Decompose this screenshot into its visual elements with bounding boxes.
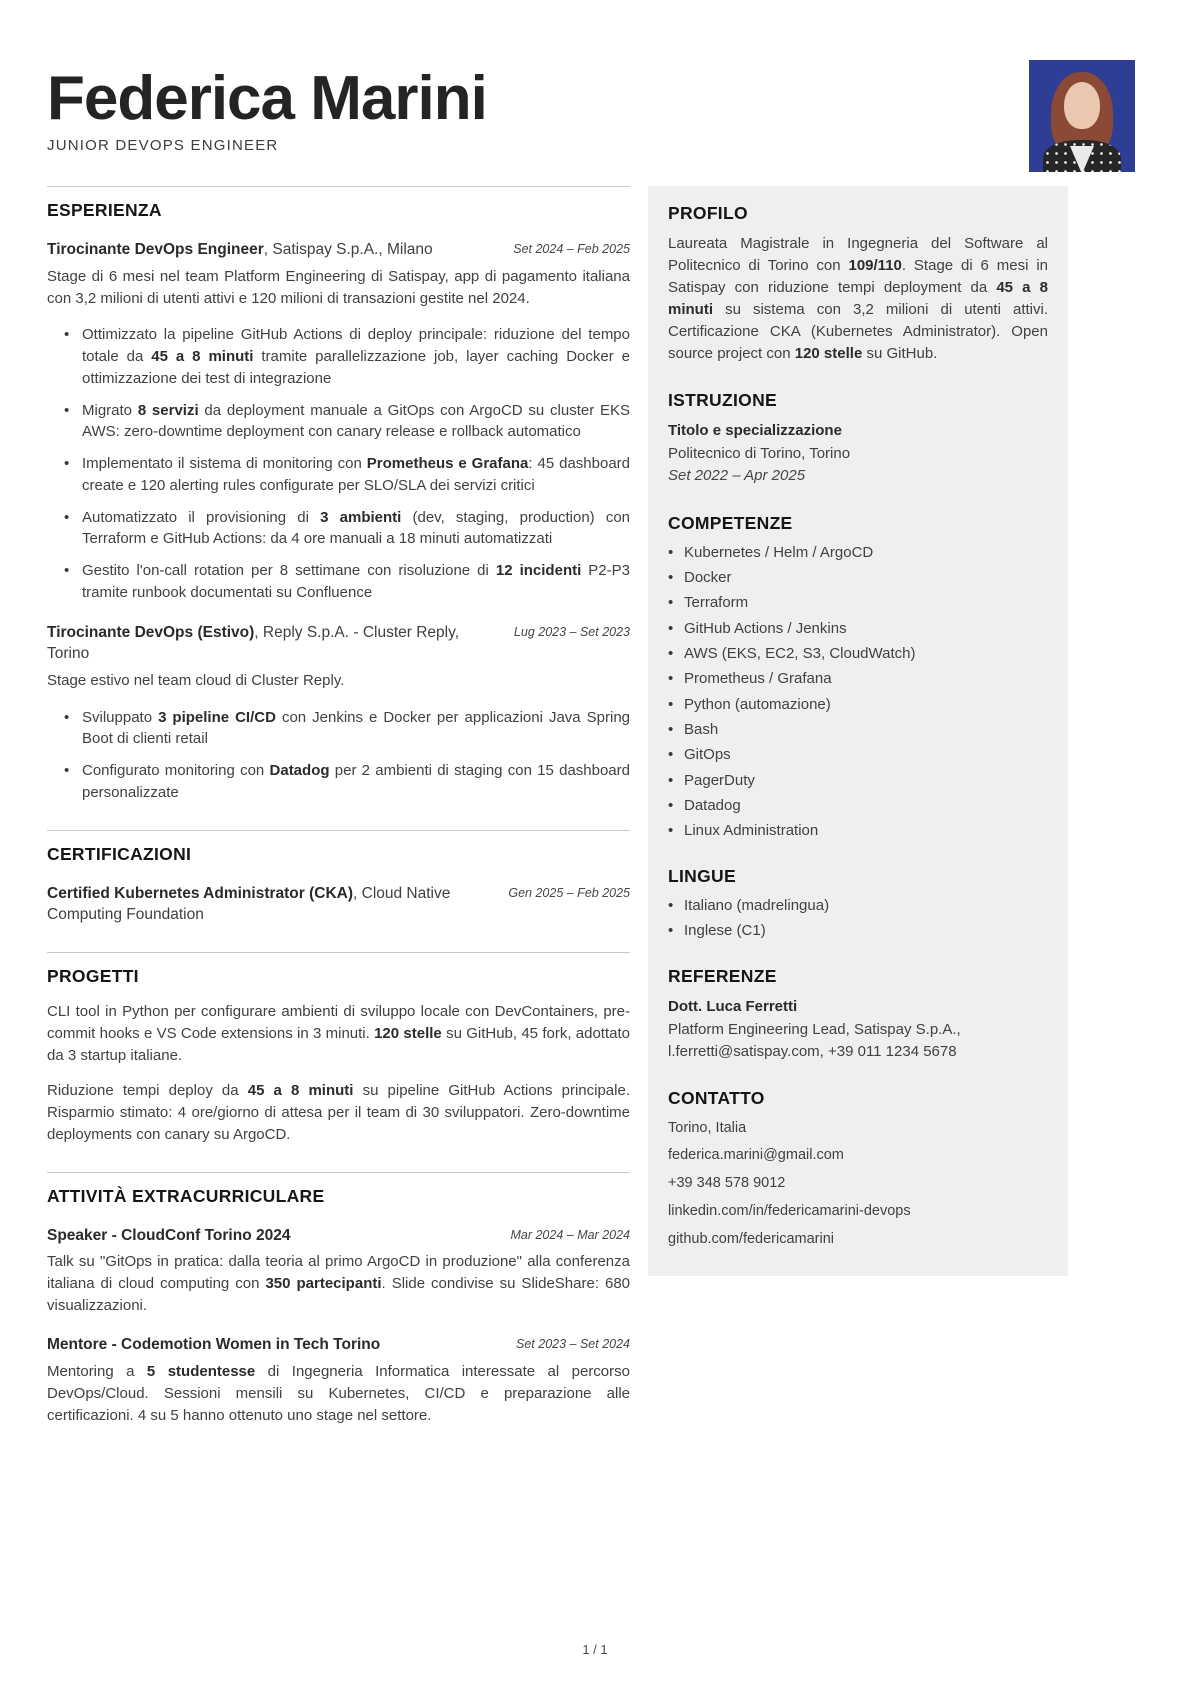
bullet-item: • Implementato il sistema di monitoring con Prometheus e Grafana: 45 dashboard create e 120 alerting rules configurate per SLO/SLA dei servizi critici <box>63 453 630 497</box>
skill-item: • Prometheus / Grafana <box>668 669 1048 689</box>
certification-org: , Cloud Native Computing Foundation <box>47 884 451 924</box>
bullet-item: • Configurato monitoring con Datadog per 2 ambienti di staging con 15 dashboard personalizzate <box>63 760 630 804</box>
project-paragraph: Riduzione tempi deploy da 45 a 8 minuti su pipeline GitHub Actions principale. Risparmio stimato: 4 ore/giorno di attesa per il team di 30 sviluppatori. Zero-downtime deployments con canary su ArgoCD. <box>47 1082 630 1143</box>
languages-heading: LINGUE <box>668 865 736 886</box>
activity-text: Mentoring a 5 studentesse di Ingegneria Informatica interessate al percorso DevOps/Cloud. Sessioni mensili su Kubernetes, CI/CD e preparazione alle certificazioni. 4 su 5 hanno ottenuto uno stage nel settore. <box>47 1363 630 1424</box>
job-summary: Stage di 6 mesi nel team Platform Engineering di Satispay, app di pagamento italiana con 3,2 milioni di utenti attivi e 120 milioni di transazioni gestite nel 2024. <box>47 267 630 307</box>
person-job-title: JUNIOR DEVOPS ENGINEER <box>47 137 279 155</box>
skill-item: • GitOps <box>668 745 1048 765</box>
skills-list <box>668 543 1048 841</box>
skill-item: • Kubernetes / Helm / ArgoCD <box>668 543 1048 563</box>
project-paragraphs <box>47 1001 630 1146</box>
content-columns <box>0 186 1190 1426</box>
job-org: , Reply S.p.A. - Cluster Reply, Torino <box>47 623 460 663</box>
activity-dates: Mar 2024 – Mar 2024 <box>510 1227 630 1242</box>
job-list <box>47 239 630 804</box>
contact-line: federica.marini@gmail.com <box>668 1147 844 1164</box>
contact-list <box>668 1118 1048 1251</box>
skill-item: • Datadog <box>668 796 1048 816</box>
job-dates: Set 2024 – Feb 2025 <box>513 242 630 257</box>
contact-line: linkedin.com/in/federicamarini-devops <box>668 1202 911 1219</box>
language-item: • Italiano (madrelingua) <box>668 896 1048 916</box>
profile-text: Laureata Magistrale in Ingegneria del Software al Politecnico di Torino con 109/110. Stage di 6 mesi in Satispay con riduzione tempi deployment da 45 a 8 minuti su sistema con 3,2 milioni di utenti attivi. Certificazione CKA (Kubernetes Administrator). Open source project con 120 stelle su GitHub. <box>668 235 1048 363</box>
contact-line: Torino, Italia <box>668 1119 747 1136</box>
skill-item: • Python (automazione) <box>668 695 1048 715</box>
skills-heading: COMPETENZE <box>668 512 793 533</box>
skill-item: • GitHub Actions / Jenkins <box>668 619 1048 639</box>
bullet-item: • Ottimizzato la pipeline GitHub Actions di deploy principale: riduzione del tempo totale da 45 a 8 minuti tramite parallelizzazione job, layer caching Docker e ottimizzazione dei test di integrazione <box>63 324 630 389</box>
profile-heading: PROFILO <box>668 203 748 224</box>
section-activities <box>47 1172 630 1427</box>
language-item: • Inglese (C1) <box>668 921 1048 941</box>
activities-heading: ATTIVITÀ EXTRACURRICULARE <box>47 1185 325 1206</box>
bullet-item: • Gestito l'on-call rotation per 8 settimane con risoluzione di 12 incidenti P2-P3 tramite runbook documentati su Confluence <box>63 560 630 604</box>
project-paragraph: CLI tool in Python per configurare ambienti di sviluppo locale con DevContainers, pre-commit hooks e VS Code extensions in 3 minuti. 120 stelle su GitHub, 45 fork, adottato da 3 startup italiane. <box>47 1003 630 1064</box>
education-degree: Titolo e specializzazione <box>668 422 842 440</box>
job-summary: Stage estivo nel team cloud di Cluster Reply. <box>47 671 345 689</box>
job-header <box>47 239 630 261</box>
activity-header <box>47 1334 630 1356</box>
activity-title-text: Mentore - Codemotion Women in Tech Torino <box>47 1336 381 1354</box>
page-number: 1 / 1 <box>582 1642 608 1657</box>
activity-entry <box>47 1225 630 1317</box>
job-role: Tirocinante DevOps Engineer <box>47 241 264 259</box>
education-heading: ISTRUZIONE <box>668 390 777 411</box>
resume-header <box>0 0 1190 154</box>
education-school: Politecnico di Torino, Torino <box>668 444 851 462</box>
reference-details: Platform Engineering Lead, Satispay S.p.A., l.ferretti@satispay.com, +39 011 1234 5678 <box>668 1020 961 1060</box>
references-heading: REFERENZE <box>668 966 777 987</box>
section-experience <box>47 186 630 804</box>
job-org: , Satispay S.p.A., Milano <box>263 241 433 259</box>
profile-photo <box>1029 60 1135 172</box>
contact-line: github.com/federicamarini <box>668 1230 835 1247</box>
bullet-item: • Sviluppato 3 pipeline CI/CD con Jenkins e Docker per applicazioni Java Spring Boot di clienti retail <box>63 707 630 751</box>
job-dates: Lug 2023 – Set 2023 <box>513 624 630 639</box>
skill-item: • Terraform <box>668 593 1048 613</box>
certifications-heading: CERTIFICAZIONI <box>47 843 192 864</box>
person-name: Federica Marini <box>47 64 487 133</box>
section-certifications <box>47 830 630 926</box>
section-projects <box>47 952 630 1146</box>
experience-heading: ESPERIENZA <box>47 200 162 221</box>
bullet-item: • Automatizzato il provisioning di 3 ambienti (dev, staging, production) con Terraform e GitHub Actions: da 4 ore manuali a 18 minuti automatizzati <box>63 507 630 551</box>
sidebar <box>648 186 1068 1276</box>
reference-name: Dott. Luca Ferretti <box>668 998 798 1016</box>
job-entry <box>47 239 630 603</box>
photo-face-shape <box>1064 82 1100 129</box>
contact-line: +39 348 578 9012 <box>668 1175 786 1192</box>
skill-item: • Bash <box>668 720 1048 740</box>
job-header <box>47 622 630 665</box>
activity-dates: Set 2023 – Set 2024 <box>516 1337 630 1352</box>
skill-item: • Docker <box>668 568 1048 588</box>
contact-heading: CONTATTO <box>668 1087 765 1108</box>
activity-entry <box>47 1334 630 1426</box>
certification-entry <box>47 883 630 926</box>
activity-text: Talk su "GitOps in pratica: dalla teoria al primo ArgoCD in produzione" alla conferenza italiana di cloud computing con 350 partecipanti. Slide condivise su SlideShare: 680 visualizzazioni. <box>47 1253 631 1314</box>
skill-item: • PagerDuty <box>668 771 1048 791</box>
projects-heading: PROGETTI <box>47 966 139 987</box>
job-role: Tirocinante DevOps (Estivo) <box>47 623 255 641</box>
activity-header <box>47 1225 630 1247</box>
education-dates: Set 2022 – Apr 2025 <box>668 467 806 485</box>
languages-list <box>668 896 1048 941</box>
job-bullet-list <box>63 707 630 804</box>
skill-item: • AWS (EKS, EC2, S3, CloudWatch) <box>668 644 1048 664</box>
job-entry <box>47 622 630 804</box>
job-bullet-list <box>63 324 630 603</box>
certification-dates: Gen 2025 – Feb 2025 <box>508 885 630 900</box>
main-column <box>47 186 630 1426</box>
activity-title-text: Speaker - CloudConf Torino 2024 <box>47 1226 291 1244</box>
bullet-item: • Migrato 8 servizi da deployment manuale a GitOps con ArgoCD su cluster EKS AWS: zero-downtime deployment con canary release e rollback automatico <box>63 400 630 444</box>
activity-list <box>47 1225 630 1427</box>
skill-item: • Linux Administration <box>668 821 1048 841</box>
certification-name: Certified Kubernetes Administrator (CKA) <box>47 884 354 902</box>
